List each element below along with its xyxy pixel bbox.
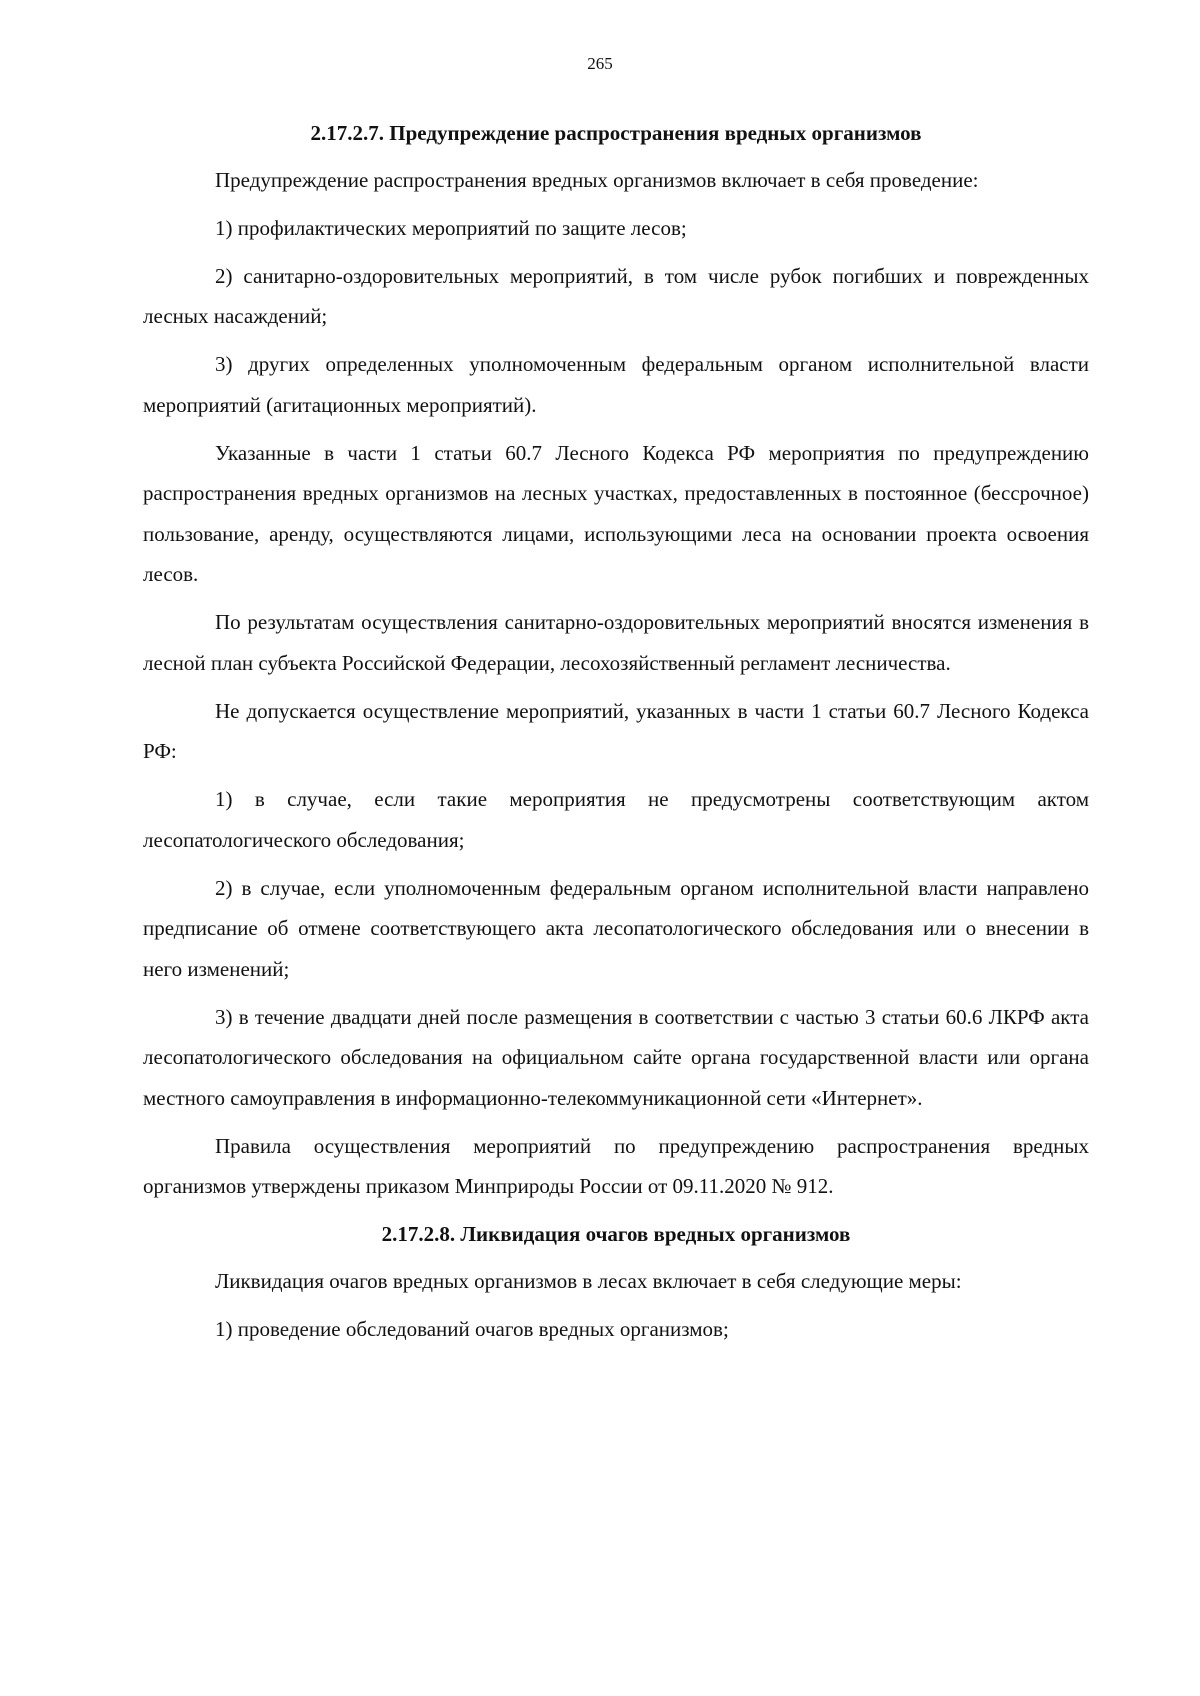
list-item: 1) в случае, если такие мероприятия не предусмотрены соответствующим актом лесопатологического обследования; xyxy=(143,787,1089,852)
paragraph: По результатам осуществления санитарно-оздоровительных мероприятий вносятся изменения в лесной план субъекта Российской Федерации, лесохозяйственный регламент лесничества. xyxy=(143,610,1089,675)
list-item: 1) профилактических мероприятий по защите лесов; xyxy=(215,215,687,240)
list-item: 1) проведение обследований очагов вредных организмов; xyxy=(215,1316,729,1341)
paragraph: Ликвидация очагов вредных организмов в лесах включает в себя следующие меры: xyxy=(215,1268,962,1293)
paragraph: Указанные в части 1 статьи 60.7 Лесного Кодекса РФ мероприятия по предупреждению распространения вредных организмов на лесных участках, предоставленных в постоянное (бессрочное) пользование, аренду, осуществляются лицами, использующими леса на основании проекта освоения лесов. xyxy=(143,440,1089,586)
list-item: 3) других определенных уполномоченным федеральным органом исполнительной власти мероприятий (агитационных мероприятий). xyxy=(143,352,1089,417)
paragraph: Не допускается осуществление мероприятий, указанных в части 1 статьи 60.7 Лесного Кодекса РФ: xyxy=(143,698,1089,763)
page-number: 265 xyxy=(587,54,613,73)
list-item: 3) в течение двадцати дней после размещения в соответствии с частью 3 статьи 60.6 ЛКРФ акта лесопатологического обследования на официальном сайте органа государственной власти или органа местного самоуправления в информационно-телекоммуникационной сети «Интернет». xyxy=(143,1004,1089,1110)
paragraph: Правила осуществления мероприятий по предупреждению распространения вредных организмов утверждены приказом Минприроды России от 09.11.2020 № 912. xyxy=(143,1133,1089,1198)
list-item: 2) в случае, если уполномоченным федеральным органом исполнительной власти направлено предписание об отмене соответствующего акта лесопатологического обследования или о внесении в него изменений; xyxy=(143,875,1089,981)
page-content xyxy=(143,113,1089,1357)
section-heading: 2.17.2.7. Предупреждение распространения вредных организмов xyxy=(310,121,922,145)
section-heading: 2.17.2.8. Ликвидация очагов вредных организмов xyxy=(381,1222,851,1246)
paragraph: Предупреждение распространения вредных организмов включает в себя проведение: xyxy=(215,167,979,192)
list-item: 2) санитарно-оздоровительных мероприятий, в том числе рубок погибших и поврежденных лесных насаждений; xyxy=(143,263,1089,328)
